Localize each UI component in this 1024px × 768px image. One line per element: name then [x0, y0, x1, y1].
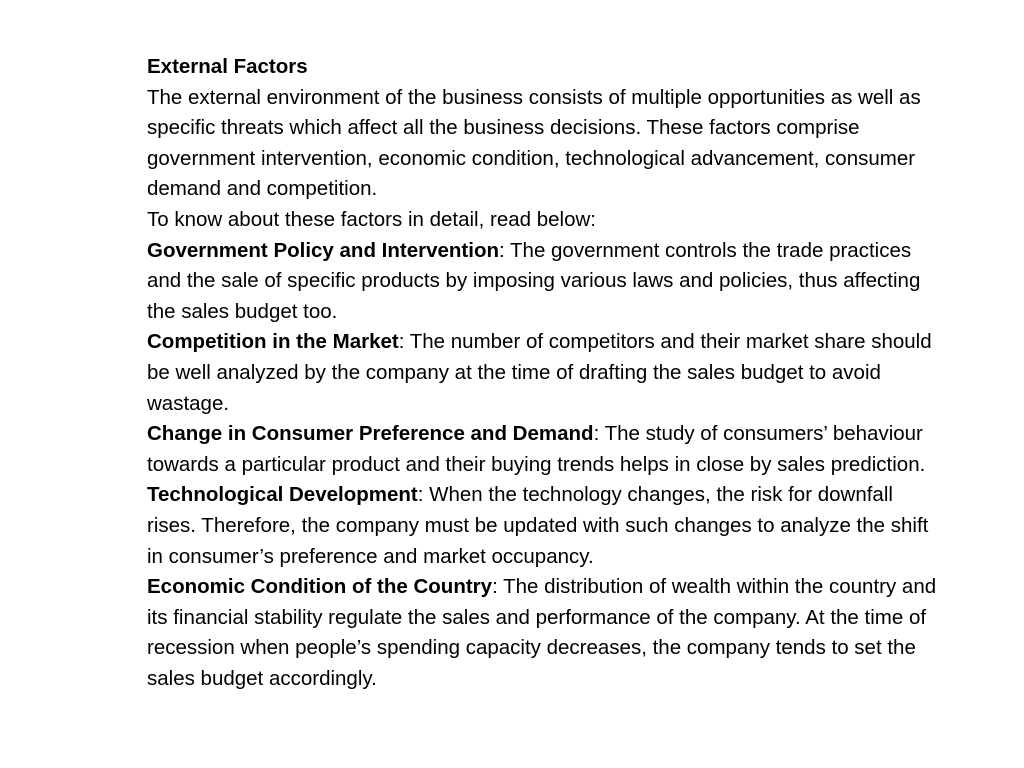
factor-paragraph-technology — [147, 480, 947, 572]
factor-description: The study of consumers’ behaviour towards a particular product and their buying trends helps in close by sales prediction. — [147, 422, 926, 476]
factor-description: When the technology changes, the risk for downfall rises. Therefore, the company must be updated with such changes to analyze the shift in consumer’s preference and market occupancy. — [147, 483, 929, 568]
factor-separator: : — [398, 330, 410, 354]
factor-paragraph-government — [147, 236, 947, 328]
factor-paragraph-economy — [147, 572, 947, 694]
factor-description: The distribution of wealth within the country and its financial stability regulate the sales and performance of the company. At the time of recession when people’s spending capacity decreases, the company tends to set the sales budget accordingly. — [147, 575, 937, 690]
factor-description: The government controls the trade practices and the sale of specific products by imposing various laws and policies, thus affecting the sales budget too. — [147, 238, 921, 323]
factor-term: Economic Condition of the Country — [147, 575, 493, 599]
factor-separator: : — [417, 483, 430, 507]
section-heading: External Factors — [147, 55, 308, 78]
factor-term: Competition in the Market — [147, 330, 399, 354]
factor-term: Technological Development — [147, 483, 418, 507]
factor-paragraph-competition — [147, 327, 947, 419]
factor-separator: : — [593, 422, 605, 446]
factor-paragraph-consumer — [147, 419, 947, 480]
text-body — [147, 52, 947, 694]
intro-paragraph: The external environment of the business consists of multiple opportunities as well as specific threats which affect all the business decisions. These factors comprise government intervention, economic condition, technological advancement, consumer demand and competition. — [147, 85, 921, 201]
factor-separator: : — [498, 238, 511, 262]
factor-term: Government Policy and Intervention — [147, 238, 499, 262]
factor-description: The number of competitors and their market share should be well analyzed by the company at the time of drafting the sales budget to avoid wastage. — [147, 330, 932, 415]
lead-in-paragraph: To know about these factors in detail, read below: — [147, 207, 596, 231]
factor-term: Change in Consumer Preference and Demand — [147, 422, 594, 446]
factor-separator: : — [492, 575, 504, 599]
